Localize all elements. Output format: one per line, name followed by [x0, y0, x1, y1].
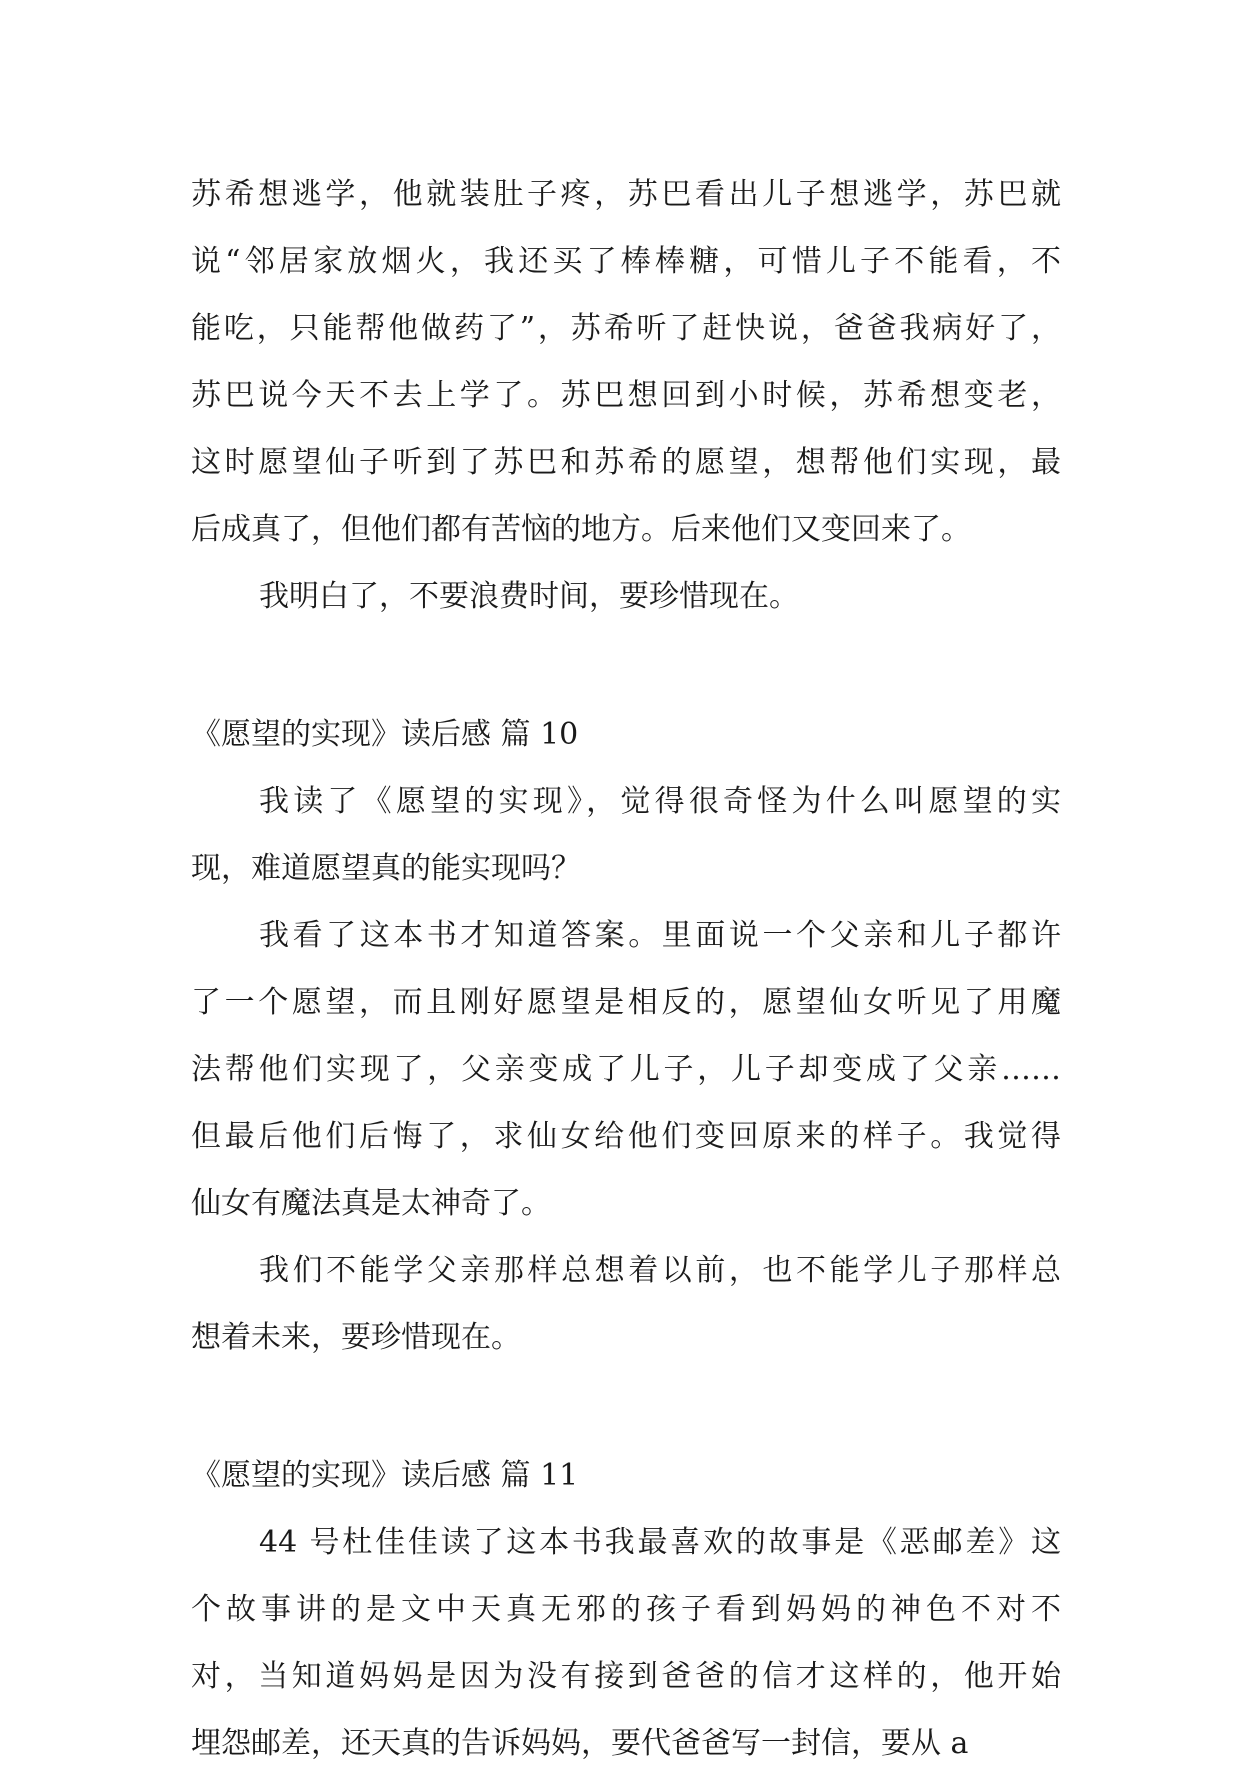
- text-line: 能吃，只能帮他做药了”，苏希听了赶快说，爸爸我病好了，: [191, 311, 1061, 346]
- text-line: 对，当知道妈妈是因为没有接到爸爸的信才这样的，他开始: [191, 1659, 1061, 1694]
- paragraph: [191, 902, 1061, 1237]
- text-line: 我明白了，不要浪费时间，要珍惜现在。: [259, 579, 799, 614]
- paragraph: [191, 768, 1061, 902]
- paragraph: [191, 161, 1061, 563]
- text-line: 这时愿望仙子听到了苏巴和苏希的愿望，想帮他们实现，最: [191, 445, 1061, 480]
- text-line: 后成真了，但他们都有苦恼的地方。后来他们又变回来了。: [191, 512, 971, 547]
- text-line: 44 号杜佳佳读了这本书我最喜欢的故事是《恶邮差》这: [259, 1525, 1061, 1560]
- text-line: 我看了这本书才知道答案。里面说一个父亲和儿子都许: [259, 918, 1061, 953]
- text-line: 说“邻居家放烟火，我还买了棒棒糖，可惜儿子不能看，不: [191, 244, 1061, 279]
- document-body: [191, 161, 1061, 1777]
- text-line: 但最后他们后悔了，求仙女给他们变回原来的样子。我觉得: [191, 1119, 1061, 1154]
- text-line: 现，难道愿望真的能实现吗？: [191, 851, 581, 886]
- text-line: 仙女有魔法真是太神奇了。: [191, 1186, 551, 1221]
- section-heading: 《愿望的实现》读后感 篇 10: [191, 717, 579, 752]
- text-line: 我们不能学父亲那样总想着以前，也不能学儿子那样总: [259, 1253, 1061, 1288]
- section-spacer: [191, 1371, 1061, 1442]
- text-line: 埋怨邮差，还天真的告诉妈妈，要代爸爸写一封信，要从 a: [191, 1726, 969, 1761]
- paragraph: [191, 563, 1061, 630]
- paragraph: [191, 1237, 1061, 1371]
- text-line: 了一个愿望，而且刚好愿望是相反的，愿望仙女听见了用魔: [191, 985, 1061, 1020]
- text-line: 个故事讲的是文中天真无邪的孩子看到妈妈的神色不对不: [191, 1592, 1061, 1627]
- paragraph: [191, 1509, 1061, 1777]
- text-line: 法帮他们实现了，父亲变成了儿子，儿子却变成了父亲……: [191, 1052, 1061, 1087]
- text-line: 苏希想逃学，他就装肚子疼，苏巴看出儿子想逃学，苏巴就: [191, 177, 1061, 212]
- text-line: 我读了《愿望的实现》，觉得很奇怪为什么叫愿望的实: [259, 784, 1061, 819]
- text-line: 苏巴说今天不去上学了。苏巴想回到小时候，苏希想变老，: [191, 378, 1061, 413]
- section-spacer: [191, 630, 1061, 701]
- section-heading: 《愿望的实现》读后感 篇 11: [191, 1458, 579, 1493]
- text-line: 想着未来，要珍惜现在。: [191, 1320, 521, 1355]
